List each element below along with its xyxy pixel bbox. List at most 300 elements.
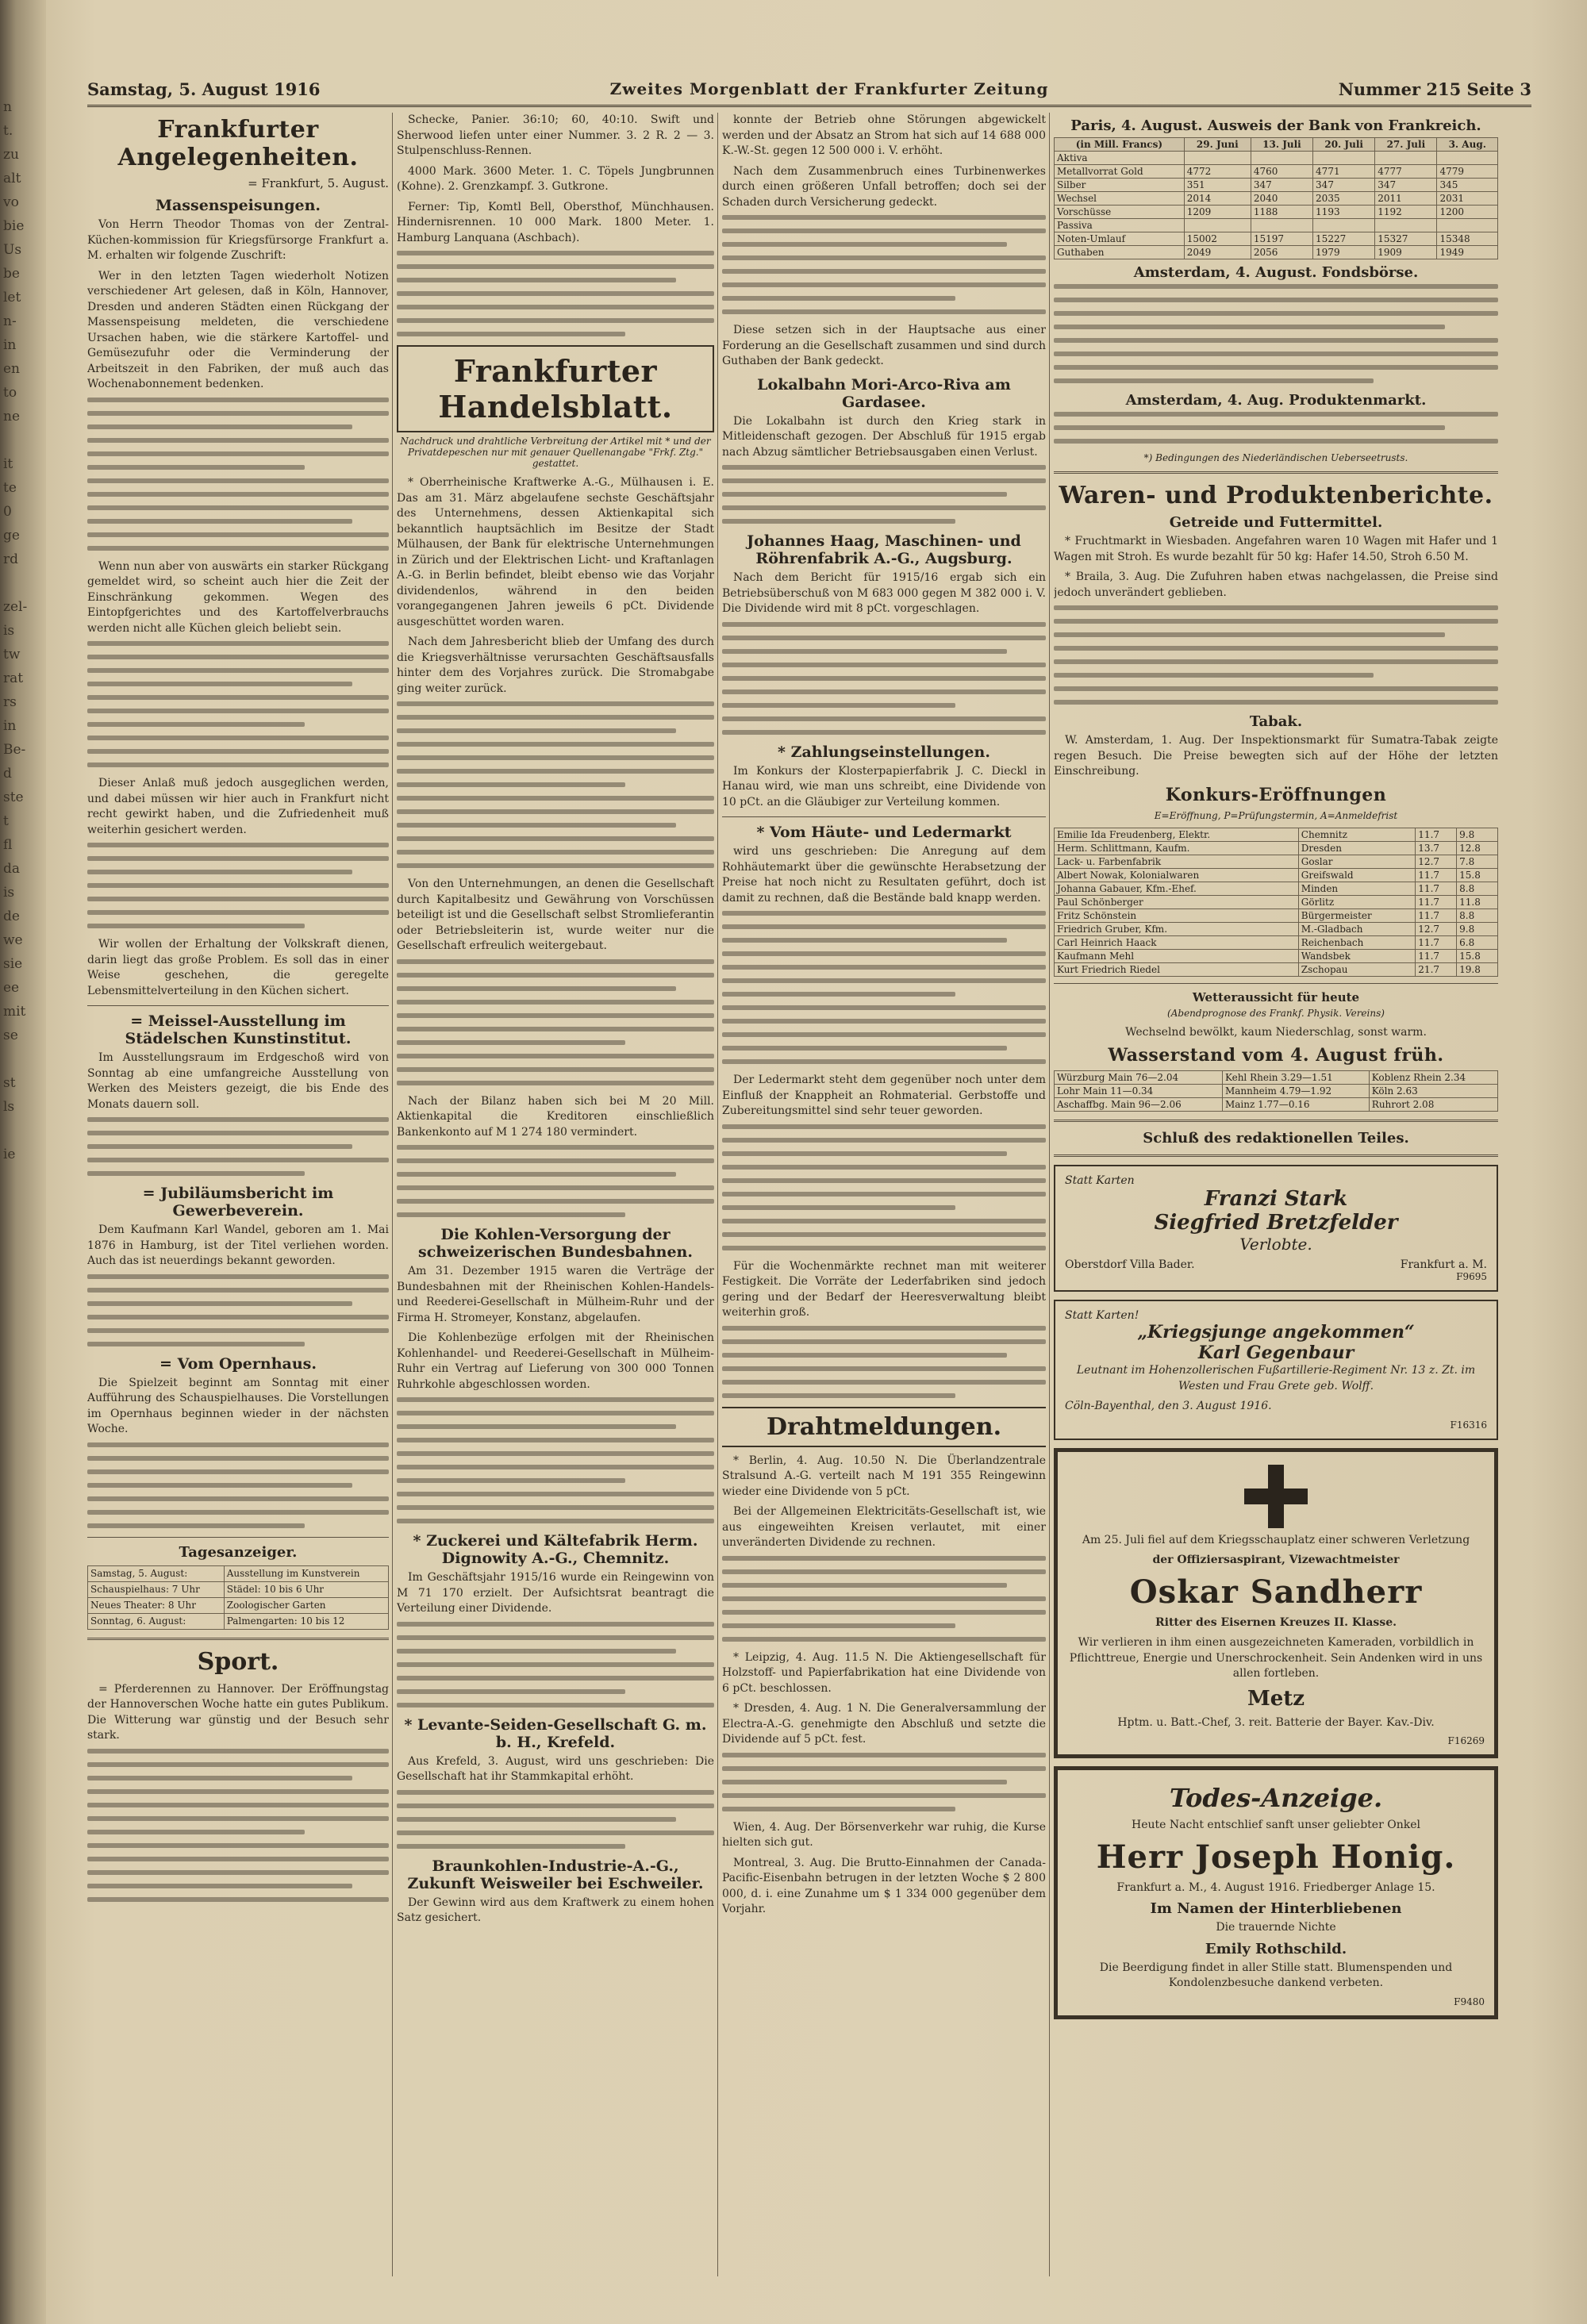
table-cell: Würzburg Main 76—2.04 (1055, 1071, 1223, 1085)
bank-title: Paris, 4. August. Ausweis der Bank von Frankreich. (1070, 117, 1481, 134)
table-row (1055, 1085, 1498, 1098)
table-cell: Carl Heinrich Haack (1055, 935, 1299, 949)
amsterdam-produkten-title: Amsterdam, 4. Aug. Produktenmarkt. (1125, 392, 1427, 409)
article-text: * Berlin, 4. Aug. 10.50 N. Die Überlandzentrale Stralsund A.-G. verteilt nach M 191 355 Reingewinn wieder eine Dividende von 5 pCt. (722, 1454, 1046, 1498)
table-row (1055, 165, 1498, 179)
ad-title: Todes-Anzeige. (1169, 1783, 1383, 1813)
article-text: Von den Unternehmungen, an denen die Gesellschaft durch Kapitalbesitz und Gewährung von Vorschüssen beteiligt ist und die Gesellschaft selbst Stromlieferantin oder Betriebsleiterin ist, wurde weiter nur die Gesellschaft erfreulich weitergebaut. (397, 878, 714, 952)
article-text: Nach dem Zusammenbruch eines Turbinenwerkes durch einen größeren Unfall betroffen; doch sei der Schaden durch Versicherung gedeckt. (722, 164, 1046, 209)
table-row (1055, 179, 1498, 192)
table-cell: Städel: 10 bis 6 Uhr (224, 1581, 388, 1597)
table-row (1055, 935, 1498, 949)
table-cell: 11.7 (1416, 935, 1457, 949)
text-lines (1054, 284, 1498, 383)
table-cell: Guthaben (1055, 246, 1185, 259)
table-cell: Schauspielhaus: 7 Uhr (88, 1581, 225, 1597)
ad-name: Oskar Sandherr (1129, 1573, 1423, 1611)
table-cell: Mannheim 4.79—1.92 (1222, 1085, 1369, 1098)
table-cell: 4772 (1184, 165, 1251, 179)
konkurs-title: Konkurs-Eröffnungen (1165, 784, 1387, 805)
table-cell: Aschaffbg. Main 96—2.06 (1055, 1098, 1223, 1112)
table-cell: 11.7 (1416, 908, 1457, 922)
table-cell: Albert Nowak, Kolonialwaren (1055, 868, 1299, 882)
text-lines (722, 1326, 1046, 1398)
table-cell: 12.7 (1416, 855, 1457, 868)
table-cell: 15.8 (1457, 949, 1498, 962)
table-cell (1437, 152, 1498, 165)
table-cell: 1209 (1184, 206, 1251, 219)
section-title: Frankfurter Angelegenheiten. (117, 116, 359, 171)
table-cell (1313, 152, 1375, 165)
table-cell: 9.8 (1457, 922, 1498, 935)
ad-place: Cöln-Bayenthal, den 3. August 1916. (1065, 1400, 1272, 1412)
wetter-text: Wechselnd bewölkt, kaum Niederschlag, sonst warm. (1125, 1025, 1427, 1039)
ad-name: Herr Joseph Honig. (1096, 1838, 1456, 1876)
table-row (1055, 828, 1498, 841)
ad-text: Ritter des Eisernen Kreuzes II. Klasse. (1155, 1615, 1397, 1629)
article-text: Im Geschäftsjahr 1915/16 wurde ein Reingewinn von M 71 170 erzielt. Der Aufsichtsrat beantragt die Verteilung einer Dividende. (397, 1571, 714, 1615)
table-row (1055, 868, 1498, 882)
table-cell: 2011 (1375, 192, 1437, 206)
text-lines (722, 622, 1046, 735)
table-row (1055, 895, 1498, 908)
table-cell: 15348 (1437, 232, 1498, 246)
table-cell: Görlitz (1298, 895, 1416, 908)
text-lines (722, 1124, 1046, 1250)
table-header: 3. Aug. (1437, 138, 1498, 152)
table-cell: 2035 (1313, 192, 1375, 206)
article-text: Wir wollen der Erhaltung der Volkskraft dienen, darin liegt das große Problem. Es soll das in einer Weise geschehen, die geregelte Lebensmittelverteilung in den Küchen sichert. (87, 938, 389, 997)
table-cell: 11.7 (1416, 895, 1457, 908)
divider (722, 816, 1046, 817)
amsterdam-title: Amsterdam, 4. August. Fondsbörse. (1133, 264, 1419, 281)
table-cell: 11.7 (1416, 828, 1457, 841)
article-text: Im Ausstellungsraum im Erdgeschoß wird von Sonntag ab eine umfangreiche Ausstellung von Werken des Meisters gezeigt, die bis Ende des Monats dauern soll. (87, 1051, 389, 1111)
article-text: * Fruchtmarkt in Wiesbaden. Angefahren waren 10 Wagen mit Hafer und 1 Wagen mit Stroh. Es wurde bezahlt für 50 kg: Hafer 14.50, Stroh 6.50 M. (1054, 535, 1498, 563)
table-cell: 351 (1184, 179, 1251, 192)
iron-cross-icon (1244, 1465, 1308, 1528)
text-lines (1054, 605, 1498, 705)
table-cell: Dresden (1298, 841, 1416, 855)
text-lines (397, 251, 714, 336)
masthead (87, 73, 1531, 107)
article-text: Die Spielzeit beginnt am Sonntag mit einer Aufführung des Schauspielhauses. Die Vorstellungen im Opernhaus beginnen wieder in der nächsten Woche. (87, 1376, 389, 1435)
ad-signature: Metz (1247, 1686, 1305, 1711)
birth-ad (1054, 1300, 1498, 1440)
table-row (1055, 1071, 1498, 1085)
table-cell: 345 (1437, 179, 1498, 192)
table-cell: Aktiva (1055, 152, 1185, 165)
table-row (1055, 138, 1498, 152)
article-text: Diese setzen sich in der Hauptsache aus einer Forderung an die Gesellschaft zusammen und sind durch Guthaben der Bank gedeckt. (722, 324, 1046, 367)
article-text: Dieser Anlaß muß jedoch ausgeglichen werden, und dabei müssen wir hier auch in Frankfurt nicht recht gewirkt haben, und die Zufriedenheit muß weiterhin gesichert werden. (87, 777, 389, 836)
konkurs-note: E=Eröffnung, P=Prüfungstermin, A=Anmeldefrist (1154, 809, 1398, 821)
ad-text: Im Namen der Hinterbliebenen (1150, 1900, 1402, 1917)
bank-table (1054, 137, 1498, 259)
table-row (88, 1565, 389, 1581)
divider (1054, 983, 1498, 984)
ad-code: F16316 (1450, 1419, 1487, 1431)
article-text: Dem Kaufmann Karl Wandel, geboren am 1. Mai 1876 in Hamburg, ist der Titel verliehen worden. Auch das ist neuerdings bekannt geworden. (87, 1223, 389, 1267)
table-cell: Fritz Schönstein (1055, 908, 1299, 922)
table-row (1055, 232, 1498, 246)
text-lines (397, 1622, 714, 1707)
table-cell: 15002 (1184, 232, 1251, 246)
section-title: Frankfurter Handelsblatt. (397, 345, 714, 432)
article-title: * Vom Häute- und Ledermarkt (756, 824, 1012, 841)
article-text: * Braila, 3. Aug. Die Zufuhren haben etwas nachgelassen, die Preise sind jedoch unverändert geblieben. (1054, 570, 1498, 599)
table-cell: 1949 (1437, 246, 1498, 259)
column-rule (717, 113, 718, 2276)
table-cell: 21.7 (1416, 962, 1457, 976)
table-cell: 8.8 (1457, 908, 1498, 922)
table-cell: Emilie Ida Freudenberg, Elektr. (1055, 828, 1299, 841)
article-title: = Vom Opernhaus. (159, 1354, 317, 1373)
gutter-text: n t. zu alt vo bie Us be let n- in en to ne it te 0 ge rd zel- is tw rat rs in Be- d ste t fl da is de we sie ee mit se st ls ie (3, 99, 28, 1162)
ad-name: Karl Gegenbaur (1197, 1343, 1355, 1363)
ad-place: Frankfurt a. M., 4. August 1916. Friedberger Anlage 15. (1116, 1880, 1435, 1894)
table-cell: 11.8 (1457, 895, 1498, 908)
sport-title: Sport. (197, 1647, 279, 1676)
table-row (88, 1581, 389, 1597)
ad-text: Hptm. u. Batt.-Chef, 3. reit. Batterie der Bayer. Kav.-Div. (1117, 1715, 1435, 1729)
article-text: Der Gewinn wird aus dem Kraftwerk zu einem hohen Satz gesichert. (397, 1896, 714, 1924)
text-lines (397, 959, 714, 1085)
article-text: Ferner: Tip, Komtl Bell, Obersthof, Münchhausen. Hindernisrennen. 10 000 Mark. 1800 Meter. 1. Hamburg Lanquana (Aschbach). (397, 200, 714, 244)
table-row (1055, 908, 1498, 922)
binding-gutter (0, 0, 46, 2324)
table-cell: Ausstellung im Kunstverein (224, 1565, 388, 1581)
table-row (1055, 192, 1498, 206)
ad-text: der Offiziersaspirant, Vizewachtmeister (1152, 1554, 1400, 1566)
table-row (1055, 922, 1498, 935)
table-header: 13. Juli (1251, 138, 1312, 152)
table-cell: Zoologischer Garten (224, 1597, 388, 1613)
article-text: Nach dem Jahresbericht blieb der Umfang des durch die Kriegsverhältnisse verursachten Geschäftsausfalls hinter dem des Vorjahres zurück. Die Stromabgabe ging weiter zurück. (397, 636, 714, 695)
text-lines (397, 1145, 714, 1217)
article-title: * Zahlungseinstellungen. (778, 743, 990, 761)
table-cell: Kaufmann Mehl (1055, 949, 1299, 962)
article-text: Die Lokalbahn ist durch den Krieg stark in Mitleidenschaft gezogen. Der Abschluß für 1915 ergab nach Abzug sämtlicher Betriebsausgaben einen Verlust. (722, 414, 1046, 459)
table-cell: 4771 (1313, 165, 1375, 179)
drahtmeldungen-title: Drahtmeldungen. (722, 1407, 1046, 1447)
text-lines (1054, 412, 1498, 444)
article-text: 4000 Mark. 3600 Meter. 1. C. Töpels Jungbrunnen (Kohne). 2. Grenzkampf. 3. Gutkrone. (397, 164, 714, 193)
table-cell: Samstag, 5. August: (88, 1565, 225, 1581)
table-cell: Reichenbach (1298, 935, 1416, 949)
table-cell (1313, 219, 1375, 232)
table-cell (1375, 219, 1437, 232)
article-title: * Levante-Seiden-Gesellschaft G. m. b. H., Krefeld. (404, 1715, 707, 1751)
ad-text: Die trauernde Nichte (1216, 1921, 1336, 1934)
table-cell: Metallvorrat Gold (1055, 165, 1185, 179)
table-cell: 6.8 (1457, 935, 1498, 949)
table-cell: 4760 (1251, 165, 1312, 179)
table-cell: 7.8 (1457, 855, 1498, 868)
text-lines (722, 1556, 1046, 1642)
divider (87, 1005, 389, 1006)
text-lines (87, 1749, 389, 1902)
article-title: = Jubiläumsbericht im Gewerbeverein. (142, 1185, 334, 1220)
table-cell: 11.7 (1416, 882, 1457, 895)
table-row (1055, 206, 1498, 219)
column-business-news (722, 113, 1046, 2276)
article-text: Der Ledermarkt steht dem gegenüber noch unter dem Einfluß der Knappheit an Rohmaterial. Gerbstoffe und Zubereitungsmittel sind sehr teuer geworden. (722, 1074, 1046, 1117)
article-text: Montreal, 3. Aug. Die Brutto-Einnahmen der Canada-Pacific-Eisenbahn betrugen in der letzten Woche $ 2 800 000, d. i. eine Zunahme um $ 1 334 000 gegenüber dem Vorjahr. (722, 1856, 1046, 1915)
article-text: Die Kohlenbezüge erfolgen mit der Rheinischen Kohlenhandel- und Reederei-Gesellschaft in Mülheim-Ruhr ein Vertrag auf Lieferung von 300 000 Tonnen Ruhrkohle abgeschlossen worden. (397, 1331, 714, 1391)
column-rule (1049, 113, 1050, 2276)
table-row (1055, 219, 1498, 232)
table-row (1055, 246, 1498, 259)
table-cell (1251, 152, 1312, 165)
divider (87, 1537, 389, 1538)
text-lines (87, 1117, 389, 1176)
table-cell: Bürgermeister (1298, 908, 1416, 922)
table-cell: 12.8 (1457, 841, 1498, 855)
table-row (1055, 882, 1498, 895)
wetter-title: Wetteraussicht für heute (1192, 989, 1360, 1005)
table-cell: Lack- u. Farbenfabrik (1055, 855, 1299, 868)
text-lines (87, 1274, 389, 1346)
table-cell: Minden (1298, 882, 1416, 895)
divider (1054, 471, 1498, 474)
column-frankfurter-angelegenheiten (87, 113, 389, 2276)
konkurs-table (1054, 828, 1498, 977)
article-title: * Zuckerei und Kältefabrik Herm. Dignowity A.-G., Chemnitz. (413, 1532, 698, 1567)
ad-name: Siegfried Bretzfelder (1154, 1211, 1398, 1235)
ad-text: Wir verlieren in ihm einen ausgezeichneten Kameraden, vorbildlich in Pflichttreue, Energie und Unerschrockenheit. Sein Andenken wird in uns allen fortleben. (1069, 1636, 1483, 1680)
article-text: konnte der Betrieb ohne Störungen abgewickelt werden und der Absatz an Strom hat sich auf 14 688 000 K.-W.-St. gegen 12 500 000 i. V. erhöht. (722, 113, 1046, 157)
article-text: Im Konkurs der Klosterpapierfabrik J. C. Dieckl in Hanau wird, wie man uns schreibt, eine Dividende von 10 pCt. an die Gläubiger zur Verteilung kommen. (722, 764, 1046, 809)
table-cell: Zschopau (1298, 962, 1416, 976)
text-lines (722, 1753, 1046, 1811)
ad-text: Am 25. Juli fiel auf dem Kriegsschauplatz einer schweren Verletzung (1082, 1533, 1470, 1546)
ad-text: Die Beerdigung findet in aller Stille statt. Blumenspenden und Kondolenzbesuche dankend verbeten. (1099, 1961, 1453, 1989)
table-cell (1375, 152, 1437, 165)
table-header: 20. Juli (1313, 138, 1375, 152)
table-cell (1437, 219, 1498, 232)
table-cell: 4779 (1437, 165, 1498, 179)
table-cell (1251, 219, 1312, 232)
table-cell: 1909 (1375, 246, 1437, 259)
page-edge-shadow (1531, 0, 1587, 2324)
ad-text: Leutnant im Hohenzollerischen Fußartillerie-Regiment Nr. 13 z. Zt. im Westen und Frau Grete geb. Wolff. (1076, 1364, 1476, 1392)
table-cell: Friedrich Gruber, Kfm. (1055, 922, 1299, 935)
article-title: = Meissel-Ausstellung im Städelschen Kunstinstitut. (125, 1012, 352, 1047)
section-note: Nachdruck und drahtliche Verbreitung der Artikel mit * und der Privatdepeschen nur mit genauer Quellenangabe "Frkf. Ztg." gestattet. (400, 436, 711, 469)
table-cell: Greifswald (1298, 868, 1416, 882)
wasser-title: Wasserstand vom 4. August früh. (1108, 1045, 1444, 1066)
table-cell: Chemnitz (1298, 828, 1416, 841)
wetter-note: (Abendprognose des Frankf. Physik. Vereins) (1167, 1007, 1385, 1019)
table-cell: 1188 (1251, 206, 1312, 219)
ad-place: Frankfurt a. M. (1400, 1258, 1487, 1271)
table-cell: Goslar (1298, 855, 1416, 868)
obituary-ad-honig (1054, 1766, 1498, 2019)
table-cell: Ruhrort 2.08 (1369, 1098, 1497, 1112)
section-title: Waren- und Produktenberichte. (1059, 482, 1493, 509)
article-text: Aus Krefeld, 3. August, wird uns geschrieben: Die Gesellschaft hat ihr Stammkapital erhöht. (397, 1754, 714, 1783)
table-cell: 9.8 (1457, 828, 1498, 841)
dateline: = Frankfurt, 5. August. (248, 176, 389, 190)
table-cell: 2040 (1251, 192, 1312, 206)
table-cell: 347 (1251, 179, 1312, 192)
table-cell: Sonntag, 6. August: (88, 1613, 225, 1629)
article-title: Die Kohlen-Versorgung der schweizerischen Bundesbahnen. (418, 1226, 693, 1261)
article-text: Von Herrn Theodor Thomas von der Zentral-Küchen-kommission für Kriegsfürsorge Frankfurt a. M. erhalten wir folgende Zuschrift: (87, 218, 389, 262)
masthead-date: Samstag, 5. August 1916 (87, 79, 321, 99)
table-cell (1184, 152, 1251, 165)
table-cell: 1979 (1313, 246, 1375, 259)
table-cell: Lohr Main 11—0.34 (1055, 1085, 1223, 1098)
article-text: Schecke, Panier. 36:10; 60, 40:10. Swift und Sherwood liefen unter einer Nummer. 3. 2 R. 2 — 3. Stulpenschluss-Rennen. (397, 113, 714, 157)
table-cell: 1193 (1313, 206, 1375, 219)
getreide-title: Getreide und Futtermittel. (1169, 514, 1383, 531)
text-lines (397, 1790, 714, 1849)
table-cell: M.-Gladbach (1298, 922, 1416, 935)
tabak-title: Tabak. (1249, 713, 1303, 730)
table-cell: 13.7 (1416, 841, 1457, 855)
table-cell: 347 (1375, 179, 1437, 192)
table-cell: 15327 (1375, 232, 1437, 246)
article-text: wird uns geschrieben: Die Anregung auf dem Rohhäutemarkt über die gewünschte Herabsetzung der Preise hat noch nicht zu Resultaten geführt, doch ist damit zu rechnen, daß die Bestände bald knapp werden. (722, 845, 1046, 905)
article-text: = Pferderennen zu Hannover. Der Eröffnungstag der Hannoverschen Woche hatte ein gutes Publikum. Die Witterung war günstig und der Besuch sehr stark. (87, 1682, 389, 1742)
table-cell: 2049 (1184, 246, 1251, 259)
table-cell: Herm. Schlittmann, Kaufm. (1055, 841, 1299, 855)
table-cell: 2014 (1184, 192, 1251, 206)
schluss-text: Schluß des redaktionellen Teiles. (1143, 1130, 1409, 1147)
ad-title: „Kriegsjunge angekommen“ (1137, 1322, 1415, 1343)
ad-label: Statt Karten (1065, 1174, 1135, 1187)
table-cell: 4777 (1375, 165, 1437, 179)
table-cell: Vorschüsse (1055, 206, 1185, 219)
text-lines (397, 1397, 714, 1523)
table-cell: Mainz 1.77—0.16 (1222, 1098, 1369, 1112)
ad-place: Oberstdorf Villa Bader. (1065, 1258, 1195, 1271)
table-row (1055, 949, 1498, 962)
table-cell: 15197 (1251, 232, 1312, 246)
table-cell: Johanna Gabauer, Kfm.-Ehef. (1055, 882, 1299, 895)
divider (87, 1638, 389, 1640)
masthead-title: Zweites Morgenblatt der Frankfurter Zeitung (609, 79, 1049, 98)
text-lines (87, 843, 389, 928)
ad-code: F9695 (1456, 1271, 1487, 1282)
column-handelsblatt (397, 113, 714, 2276)
text-lines (722, 911, 1046, 1064)
divider (1054, 1154, 1498, 1157)
table-cell: 2031 (1437, 192, 1498, 206)
article-text: Nach dem Bericht für 1915/16 ergab sich ein Betriebsüberschuß von M 683 000 gegen M 382 000 i. V. Die Dividende wird mit 8 pCt. vorgeschlagen. (722, 571, 1046, 615)
table-cell: Neues Theater: 8 Uhr (88, 1597, 225, 1613)
table-cell: 19.8 (1457, 962, 1498, 976)
article-text: Wenn nun aber von auswärts ein starker Rückgang gemeldet wird, so scheint auch hier die Zeit der Einschränkung gekommen. Wegen des Eintopfgerichtes und des Kartoffelverbrauchs werden nicht alle Küchen gleich beliebt sein. (87, 559, 389, 635)
table-header: 29. Juni (1184, 138, 1251, 152)
ad-label: Statt Karten! (1065, 1309, 1139, 1322)
table-cell: Koblenz Rhein 2.34 (1369, 1071, 1497, 1085)
article-title: Lokalbahn Mori-Arco-Riva am Gardasee. (757, 375, 1011, 411)
article-text: Bei der Allgemeinen Elektricitäts-Gesellschaft ist, wie aus eingeweihten Kreisen verlautet, mit einer unveränderten Dividende zu rechnen. (722, 1505, 1046, 1549)
table-cell: 15227 (1313, 232, 1375, 246)
article-text: Nach der Bilanz haben sich bei M 20 Mill. Aktienkapital die Kreditoren einschließlich Bankenkonto auf M 1 274 180 vermindert. (397, 1094, 714, 1139)
table-row (1055, 841, 1498, 855)
masthead-number: Nummer 215 Seite 3 (1338, 79, 1531, 99)
text-lines (722, 215, 1046, 314)
tagesanzeiger-table (87, 1565, 389, 1630)
amsterdam-note: *) Bedingungen des Niederländischen Ueberseetrusts. (1143, 452, 1408, 463)
table-row (1055, 962, 1498, 976)
ad-name: Franzi Stark (1204, 1187, 1348, 1211)
table-cell: Wechsel (1055, 192, 1185, 206)
text-lines (722, 465, 1046, 524)
table-cell: Noten-Umlauf (1055, 232, 1185, 246)
table-row (88, 1597, 389, 1613)
table-cell (1184, 219, 1251, 232)
ad-footer (1065, 1258, 1487, 1271)
table-cell: Wandsbek (1298, 949, 1416, 962)
table-cell: Palmengarten: 10 bis 12 (224, 1613, 388, 1629)
table-cell: Kurt Friedrich Riedel (1055, 962, 1299, 976)
ad-text: Verlobte. (1239, 1235, 1312, 1254)
wasser-table (1054, 1070, 1498, 1112)
table-cell: 1200 (1437, 206, 1498, 219)
table-cell: Köln 2.63 (1369, 1085, 1497, 1098)
ad-code: F16269 (1447, 1735, 1485, 1746)
table-cell: Silber (1055, 179, 1185, 192)
table-cell: 12.7 (1416, 922, 1457, 935)
divider (1054, 1120, 1498, 1122)
table-row (1055, 1098, 1498, 1112)
article-text: W. Amsterdam, 1. Aug. Der Inspektionsmarkt für Sumatra-Tabak zeigte regen Besuch. Die Preise bewegten sich auf der Höhe der letzten Einschreibung. (1054, 734, 1498, 778)
article-title: Massenspeisungen. (155, 197, 321, 214)
text-lines (87, 1442, 389, 1528)
article-text: Am 31. Dezember 1915 waren die Verträge der Bundesbahnen mit der Rheinischen Kohlen-Handels- und Reederei-Gesellschaft in Mülheim-Ruhr und der Firma H. Stromeyer, Konstanz, abgelaufen. (397, 1265, 714, 1324)
table-cell: 8.8 (1457, 882, 1498, 895)
column-rule (392, 113, 393, 2276)
table-header: (in Mill. Francs) (1055, 138, 1185, 152)
text-lines (87, 398, 389, 551)
ad-name: Emily Rothschild. (1205, 1940, 1347, 1957)
table-cell: Passiva (1055, 219, 1185, 232)
table-row (88, 1613, 389, 1629)
table-cell: 11.7 (1416, 868, 1457, 882)
table-row (1055, 152, 1498, 165)
ad-text: Heute Nacht entschlief sanft unser geliebter Onkel (1132, 1819, 1420, 1831)
article-title: Braunkohlen-Industrie-A.-G., Zukunft Weisweiler bei Eschweiler. (407, 1857, 704, 1892)
ad-code: F9480 (1454, 1996, 1485, 2007)
article-text: Für die Wochenmärkte rechnet man mit weiterer Festigkeit. Die Vorräte der Lederfabriken sind jedoch gering und der Bedarf der Heeresverwaltung bleibt weiterhin groß. (722, 1259, 1046, 1319)
engagement-ad (1054, 1165, 1498, 1292)
article-text: Wer in den letzten Tagen wiederholt Notizen verschiedener Art gelesen, daß in Köln, Hannover, Dresden und anderen Städten einen Rückgang der Massenspeisung meldeten, die verschiedene Ursachen haben, wie die stärkere Kartoffel- und Gemüsezufuhr oder die Verminderung der Arbeitszeit in den Fabriken, der muß auch das Wochenabonnement bedenken. (87, 269, 389, 390)
column-markets-ads (1054, 113, 1498, 2276)
article-title: Johannes Haag, Maschinen- und Röhrenfabrik A.-G., Augsburg. (747, 532, 1021, 567)
table-cell: 11.7 (1416, 949, 1457, 962)
text-lines (397, 701, 714, 868)
tagesanzeiger-title: Tagesanzeiger. (179, 1543, 298, 1561)
article-text: * Dresden, 4. Aug. 1 N. Die Generalversammlung der Electra-A.-G. genehmigte den Abschluß und setzte die Dividende auf 5 pCt. fest. (722, 1702, 1046, 1746)
article-text: * Leipzig, 4. Aug. 11.5 N. Die Aktiengesellschaft für Holzstoff- und Papierfabrikation hat eine Dividende von 6 pCt. beschlossen. (722, 1650, 1046, 1695)
table-cell: 1192 (1375, 206, 1437, 219)
article-text: Wien, 4. Aug. Der Börsenverkehr war ruhig, die Kurse hielten sich gut. (722, 1820, 1046, 1849)
table-cell: 347 (1313, 179, 1375, 192)
article-text: * Oberrheinische Kraftwerke A.-G., Mülhausen i. E. Das am 31. März abgelaufene sechste Geschäftsjahr des Unternehmens, dessen Aktienkapital sich bekanntlich hauptsächlich im Besitze der Stadt Mülhausen, der Bank für elektrische Unternehmungen in Zürich und der Elektrischen Licht- und Kraftanlagen A.-G. in Berlin befindet, bleibt ebenso wie das Vorjahr dividendenlos, während in den beiden vorangegangenen Jahren jeweils 6 pCt. Dividende ausgeschüttet worden waren. (397, 476, 714, 628)
text-lines (87, 641, 389, 767)
table-cell: 2056 (1251, 246, 1312, 259)
table-cell: 15.8 (1457, 868, 1498, 882)
obituary-ad-sandherr (1054, 1448, 1498, 1759)
table-cell: Kehl Rhein 3.29—1.51 (1222, 1071, 1369, 1085)
table-row (1055, 855, 1498, 868)
table-header: 27. Juli (1375, 138, 1437, 152)
